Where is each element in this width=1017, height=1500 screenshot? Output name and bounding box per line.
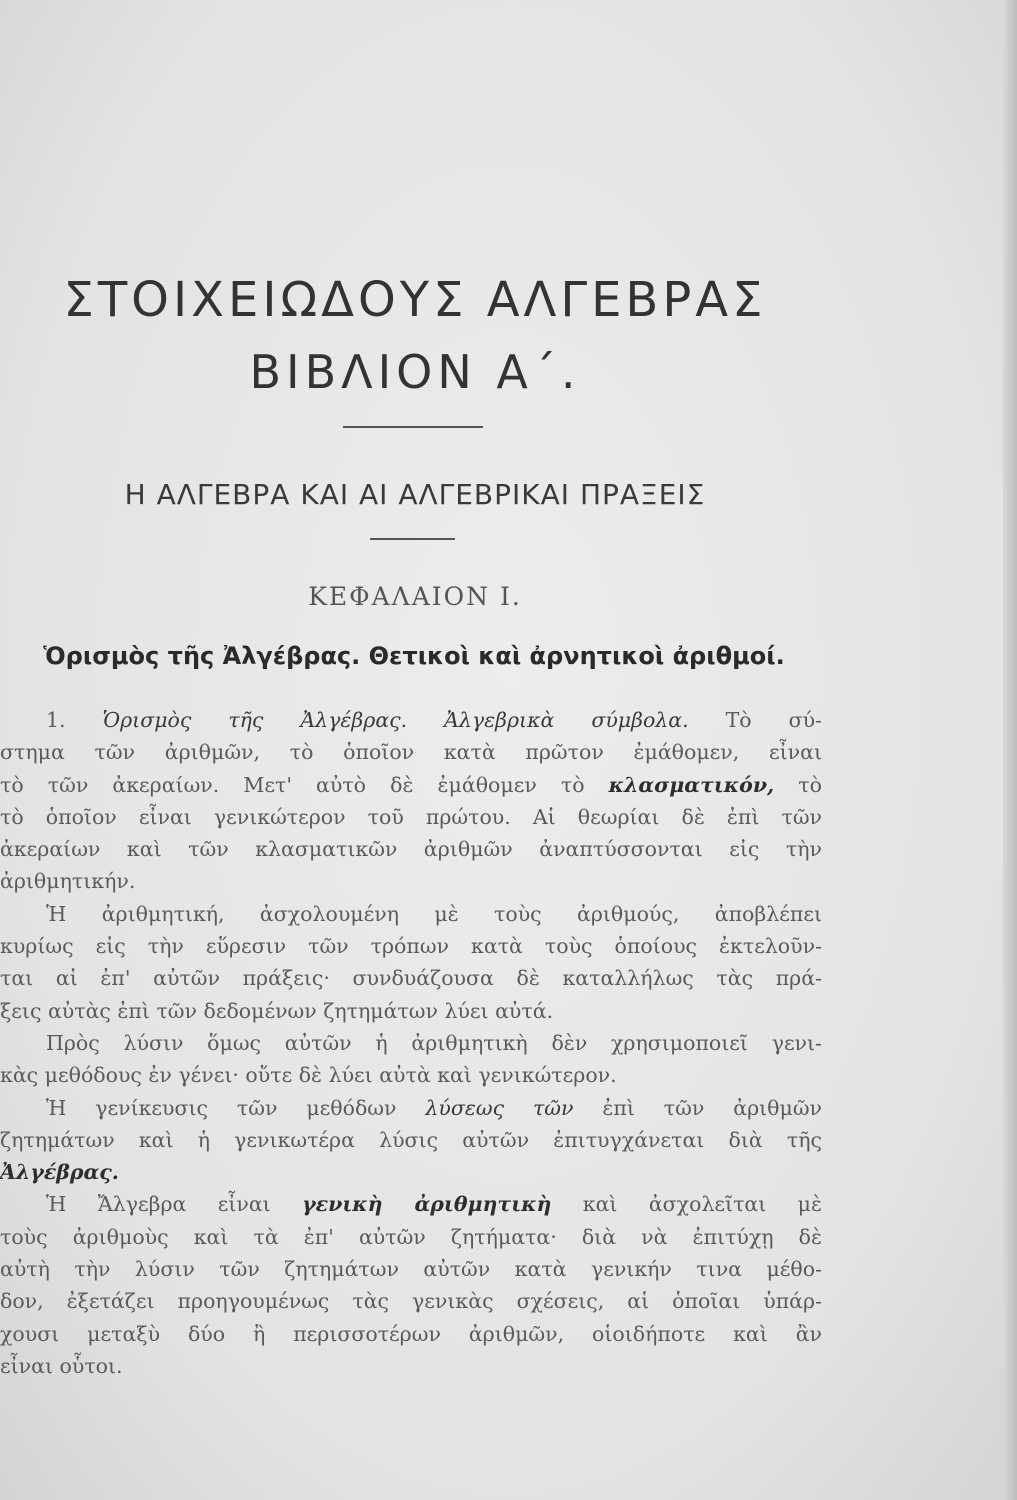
text-span: ἐπὶ τῶν ἀριθμῶν: [602, 1095, 822, 1120]
book-title: ΣΤΟΙΧΕΙΩΔΟΥΣ ΑΛΓΕΒΡΑΣ: [63, 272, 767, 328]
chapter-number: ΚΕΦΑΛΑΙΟΝ Ι.: [308, 582, 522, 611]
emphasis-term: κλασματικόν,: [608, 772, 775, 797]
text-span: Ἡ Ἄλγεβρα εἶναι: [46, 1192, 271, 1217]
text-line: ἀριθμητικήν.: [0, 869, 136, 894]
text-line: [0, 1092, 822, 1124]
text-line: ζητημάτων καὶ ἡ γενικωτέρα λύσις αὐτῶν ἐπιτυγχάνεται διὰ τῆς: [0, 1127, 822, 1152]
divider-rule: [343, 426, 483, 428]
text-line: [0, 1188, 822, 1220]
section-heading: Ὁρισμὸς τῆς Ἀλγέβρας. Ἀλγεβρικὰ σύμβολα.: [102, 708, 689, 732]
text-line: ξεις αὐτὰς ἐπὶ τῶν δεδομένων ζητημάτων λύει αὐτά.: [0, 998, 554, 1023]
text-line: χουσι μεταξὺ δύο ἢ περισσοτέρων ἀριθμῶν, οἱοιδήποτε καὶ ἂν: [0, 1321, 822, 1346]
text-line: εἶναι οὗτοι.: [0, 1353, 123, 1378]
text-line: κυρίως εἰς τὴν εὕρεσιν τῶν τρόπων κατὰ τοὺς ὁποίους ἐκτελοῦν-: [0, 934, 822, 959]
text-line: Πρὸς λύσιν ὅμως αὐτῶν ἡ ἀριθμητικὴ δὲν χρησιμοποιεῖ γενι-: [46, 1030, 822, 1055]
divider-rule: [370, 538, 455, 540]
text-line: αὐτὴ τὴν λύσιν τῶν ζητημάτων αὐτῶν κατὰ γενικήν τινα μέθο-: [0, 1257, 822, 1282]
body-text: [0, 704, 822, 1382]
section-number: 1.: [46, 708, 66, 732]
chapter-heading: Ὁρισμὸς τῆς Ἀλγέβρας. Θετικοὶ καὶ ἀρνητικοὶ ἀριθμοί.: [43, 642, 785, 670]
text-line: Ἡ ἀριθμητική, ἀσχολουμένη μὲ τοὺς ἀριθμούς, ἀποβλέπει: [46, 901, 822, 926]
text-line: τὸ ὁποῖον εἶναι γενικώτερον τοῦ πρώτου. Αἱ θεωρίαι δὲ ἐπὶ τῶν: [0, 804, 822, 829]
text-span: Ἡ γενίκευσις τῶν μεθόδων: [46, 1095, 397, 1120]
text-line: ἀκεραίων καὶ τῶν κλασματικῶν ἀριθμῶν ἀναπτύσσονται εἰς τὴν: [0, 837, 822, 862]
text-line: στημα τῶν ἀριθμῶν, τὸ ὁποῖον κατὰ πρῶτον ἐμάθομεν, εἶναι: [0, 740, 822, 765]
text-line: τοὺς ἀριθμοὺς καὶ τὰ ἐπ' αὐτῶν ζητήματα· διὰ νὰ ἐπιτύχῃ δὲ: [0, 1224, 822, 1249]
text-line: ται αἱ ἐπ' αὐτῶν πράξεις· συνδυάζουσα δὲ καταλλήλως τὰς πρά-: [0, 966, 822, 991]
text-span: Τὸ σύ-: [725, 708, 822, 732]
text-line: [0, 769, 822, 801]
text-span: τὸ: [798, 772, 822, 797]
emphasis-term: Ἀλγέβρας.: [0, 1160, 119, 1185]
part-title: Η ΑΛΓΕΒΡΑ ΚΑΙ ΑΙ ΑΛΓΕΒΡΙΚΑΙ ΠΡΑΞΕΙΣ: [124, 478, 706, 511]
emphasis-term: γενικὴ ἀριθμητικὴ: [302, 1192, 552, 1217]
text-line: κὰς μεθόδους ἐν γένει· οὔτε δὲ λύει αὐτὰ καὶ γενικώτερον.: [0, 1063, 617, 1088]
text-span: τὸ τῶν ἀκεραίων. Μετ' αὐτὸ δὲ ἐμάθομεν τὸ: [0, 772, 585, 797]
text-line: δον, ἐξετάζει προηγουμένως τὰς γενικὰς σχέσεις, αἱ ὁποῖαι ὑπάρ-: [0, 1289, 822, 1314]
page-edge: [1003, 0, 1017, 1500]
book-subtitle: ΒΙΒΛΙΟΝ Α΄.: [249, 345, 581, 399]
text-span: καὶ ἀσχολεῖται μὲ: [582, 1192, 822, 1217]
emphasis-term: λύσεως τῶν: [425, 1095, 574, 1120]
paragraph-1-line-1: [0, 704, 822, 736]
